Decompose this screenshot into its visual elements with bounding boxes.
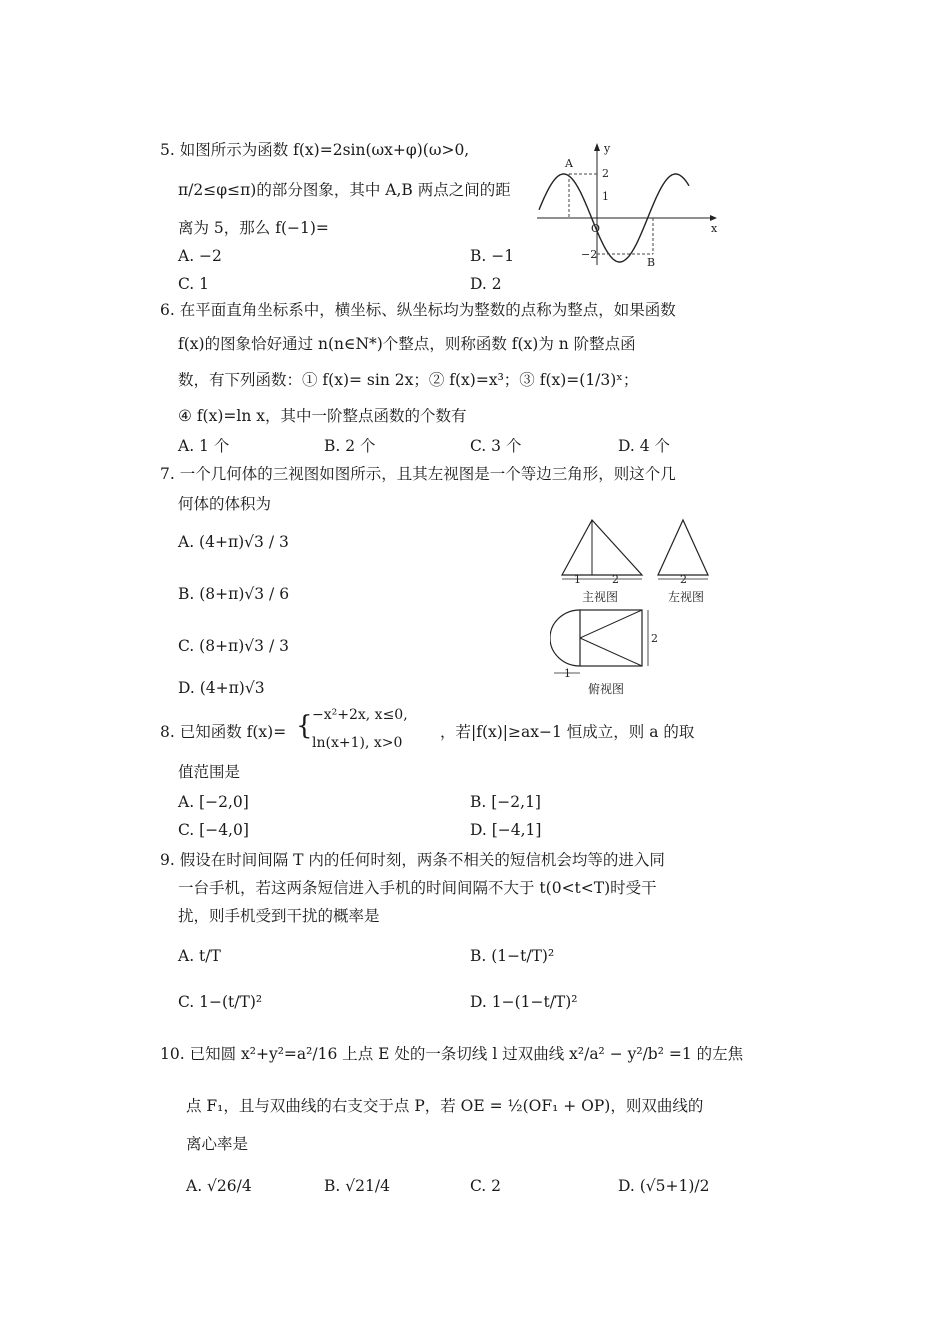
q5-x-axis-label: x (711, 222, 718, 235)
q6-option-b: B. 2 个 (324, 437, 376, 455)
q5-line-2: π/2≤φ≤π)的部分图象，其中 A,B 两点之间的距 (178, 181, 511, 199)
q8-option-c: C. [−4,0] (178, 821, 249, 839)
q8-case-2: ln(x+1), x>0 (312, 735, 403, 751)
q7-top-dim-2: 2 (651, 632, 658, 645)
q10-line-3: 离心率是 (186, 1135, 249, 1153)
q10-option-d: D. (√5+1)/2 (618, 1177, 710, 1195)
q7-top-view-square (580, 610, 642, 666)
q6-line-1: 6. 在平面直角坐标系中，横坐标、纵坐标均为整数的点称为整点，如果函数 (160, 301, 676, 319)
q7-top-dim-1: 1 (564, 667, 571, 680)
q5-y-tick-neg2: −2 (581, 248, 598, 261)
q7-top-view-diag-upper (580, 610, 642, 638)
q7-option-a: A. (4+π)√3 / 3 (178, 533, 289, 551)
q7-side-view-label: 左视图 (668, 590, 705, 604)
q5-point-a-label: A (565, 157, 573, 170)
q10-option-a: A. √26/4 (186, 1177, 252, 1195)
q8-case-1: −x²+2x, x≤0, (312, 707, 408, 723)
q6-option-c: C. 3 个 (470, 437, 522, 455)
q9-option-d: D. 1−(1−t/T)² (470, 993, 578, 1011)
q7-option-c: C. (8+π)√3 / 3 (178, 637, 289, 655)
q5-option-c: C. 1 (178, 275, 210, 293)
q8-line-2: ，若|f(x)|≥ax−1 恒成立，则 a 的取 (440, 723, 695, 741)
q9-line-1: 9. 假设在时间间隔 T 内的任何时刻，两条不相关的短信机会均等的进入同 (160, 851, 665, 869)
q8-option-a: A. [−2,0] (178, 793, 249, 811)
q5-y-tick-2: 2 (602, 167, 609, 180)
q6-line-3: 数，有下列函数：① f(x)= sin 2x；② f(x)=x³；③ f(x)=(1/3)ˣ； (178, 371, 639, 389)
q6-line-4: ④ f(x)=ln x，其中一阶整点函数的个数有 (178, 407, 467, 425)
q7-line-1: 7. 一个几何体的三视图如图所示，且其左视图是一个等边三角形，则这个几 (160, 465, 676, 483)
q7-line-2: 何体的体积为 (178, 495, 272, 513)
q5-sine-graph (535, 140, 725, 270)
q5-line-3: 离为 5，那么 f(−1)= (178, 219, 329, 237)
q7-front-dim-2: 2 (612, 573, 619, 586)
q9-line-3: 扰，则手机受到干扰的概率是 (178, 907, 380, 925)
q7-side-view (658, 520, 708, 575)
q10-option-b: B. √21/4 (324, 1177, 390, 1195)
q5-line-1: 5. 如图所示为函数 f(x)=2sin(ωx+φ)(ω>0, (160, 141, 470, 159)
q6-option-a: A. 1 个 (178, 437, 230, 455)
q5-origin-label: O (591, 222, 601, 235)
q9-option-a: A. t/T (178, 947, 221, 965)
q8-brace-icon: { (296, 711, 313, 741)
q5-point-b-label: B (647, 256, 656, 269)
q7-front-view-label: 主视图 (582, 590, 619, 604)
q5-y-arrow-icon (594, 143, 600, 151)
q9-option-c: C. 1−(t/T)² (178, 993, 263, 1011)
q7-top-view-diag-lower (580, 638, 642, 666)
q7-three-views-figure (550, 515, 730, 705)
q5-y-tick-1: 1 (602, 190, 609, 203)
q10-line-2: 点 F₁，且与双曲线的右支交于点 P，若 OE = ½(OF₁ + OP)，则双曲线的 (186, 1097, 704, 1115)
q7-top-view-semicircle (550, 610, 580, 666)
q8-option-d: D. [−4,1] (470, 821, 542, 839)
q9-option-b: B. (1−t/T)² (470, 947, 555, 965)
q5-option-b: B. −1 (470, 247, 515, 265)
q9-line-2: 一台手机，若这两条短信进入手机的时间间隔不大于 t(0<t<T)时受干 (178, 879, 657, 897)
q7-front-dim-1: 1 (574, 573, 581, 586)
q6-line-2: f(x)的图象恰好通过 n(n∈N*)个整点，则称函数 f(x)为 n 阶整点函 (178, 335, 636, 353)
q10-option-c: C. 2 (470, 1177, 502, 1195)
q8-line-3: 值范围是 (178, 763, 241, 781)
q6-option-d: D. 4 个 (618, 437, 671, 455)
q7-front-view (562, 520, 642, 575)
q8-line-1: 8. 已知函数 f(x)= (160, 723, 287, 741)
q7-side-dim-2: 2 (680, 573, 687, 586)
q8-option-b: B. [−2,1] (470, 793, 541, 811)
q5-y-axis-label: y (604, 142, 611, 155)
q5-option-a: A. −2 (178, 247, 222, 265)
q7-option-d: D. (4+π)√3 (178, 679, 265, 697)
q7-top-view-label: 俯视图 (588, 682, 625, 696)
q10-line-1: 10. 已知圆 x²+y²=a²/16 上点 E 处的一条切线 l 过双曲线 x²/a² − y²/b² =1 的左焦 (160, 1045, 744, 1063)
q5-x-arrow-icon (710, 215, 717, 221)
q5-option-d: D. 2 (470, 275, 502, 293)
q7-option-b: B. (8+π)√3 / 6 (178, 585, 290, 603)
